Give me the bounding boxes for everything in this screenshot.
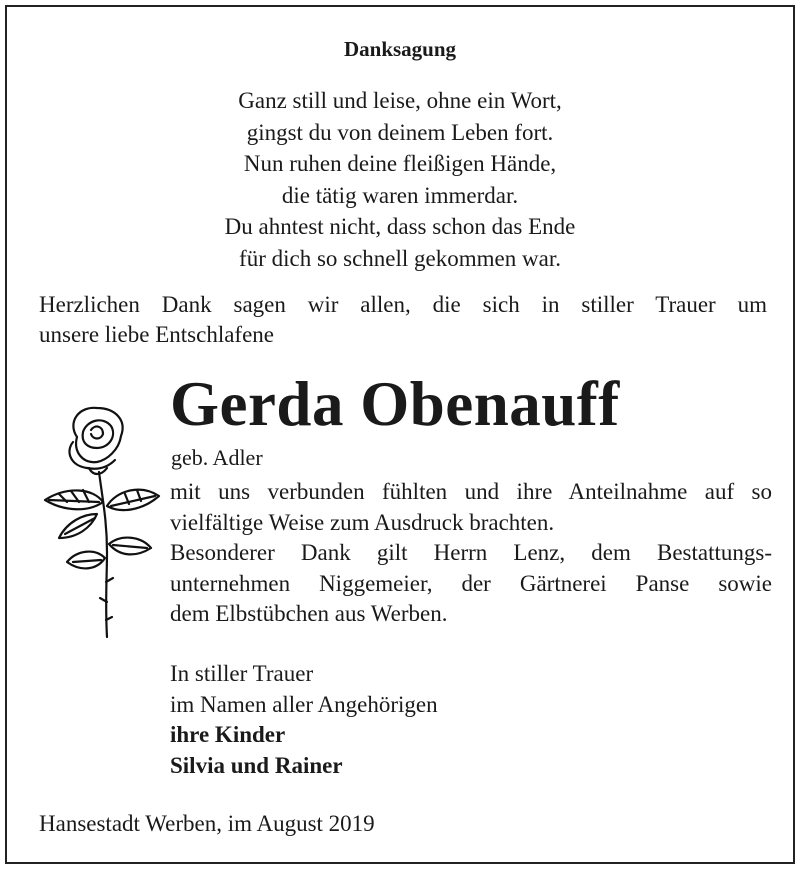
thanks-continuation [170, 477, 772, 630]
body-line: dem Elbstübchen aus Werben. [170, 601, 448, 626]
thanks-paragraph [39, 290, 767, 350]
rose-icon [37, 402, 162, 647]
deceased-name: Gerda Obenauff [170, 369, 620, 439]
body-line: mit uns verbunden fühlten und ihre Anteilnahme auf so [170, 479, 772, 504]
body-line: unternehmen Niggemeier, der Gärtnerei Panse sowie [170, 570, 772, 596]
signature-names: Silvia und Rainer [170, 752, 343, 778]
thanks-line: Herzlichen Dank sagen wir allen, die sich in stiller Trauer um [39, 292, 767, 317]
thanks-line: unsere liebe Entschlafene [39, 322, 274, 347]
signature-relation: ihre Kinder [170, 722, 286, 747]
body-line: vielfältige Weise zum Ausdruck brachten. [170, 509, 555, 535]
body-line: Besonderer Dank gilt Herrn Lenz, dem Bestattungs- [170, 540, 772, 565]
poem-line: gingst du von deinem Leben fort. [246, 119, 554, 145]
signature-block [170, 659, 438, 781]
signature-line: im Namen aller Angehörigen [170, 691, 438, 717]
poem-line: Ganz still und leise, ohne ein Wort, [238, 88, 562, 113]
notice-heading: Danksagung [343, 37, 457, 61]
maiden-name: geb. Adler [171, 445, 263, 470]
place-date: Hansestadt Werben, im August 2019 [39, 811, 375, 836]
poem-line: die tätig waren immerdar. [281, 182, 519, 208]
signature-line: In stiller Trauer [170, 661, 314, 686]
poem-line: Du ahntest nicht, dass schon das Ende [224, 214, 576, 239]
obituary-notice [5, 5, 795, 864]
poem-line: Nun ruhen deine fleißigen Hände, [243, 151, 557, 176]
poem [7, 85, 793, 274]
poem-line: für dich so schnell gekommen war. [239, 245, 561, 271]
